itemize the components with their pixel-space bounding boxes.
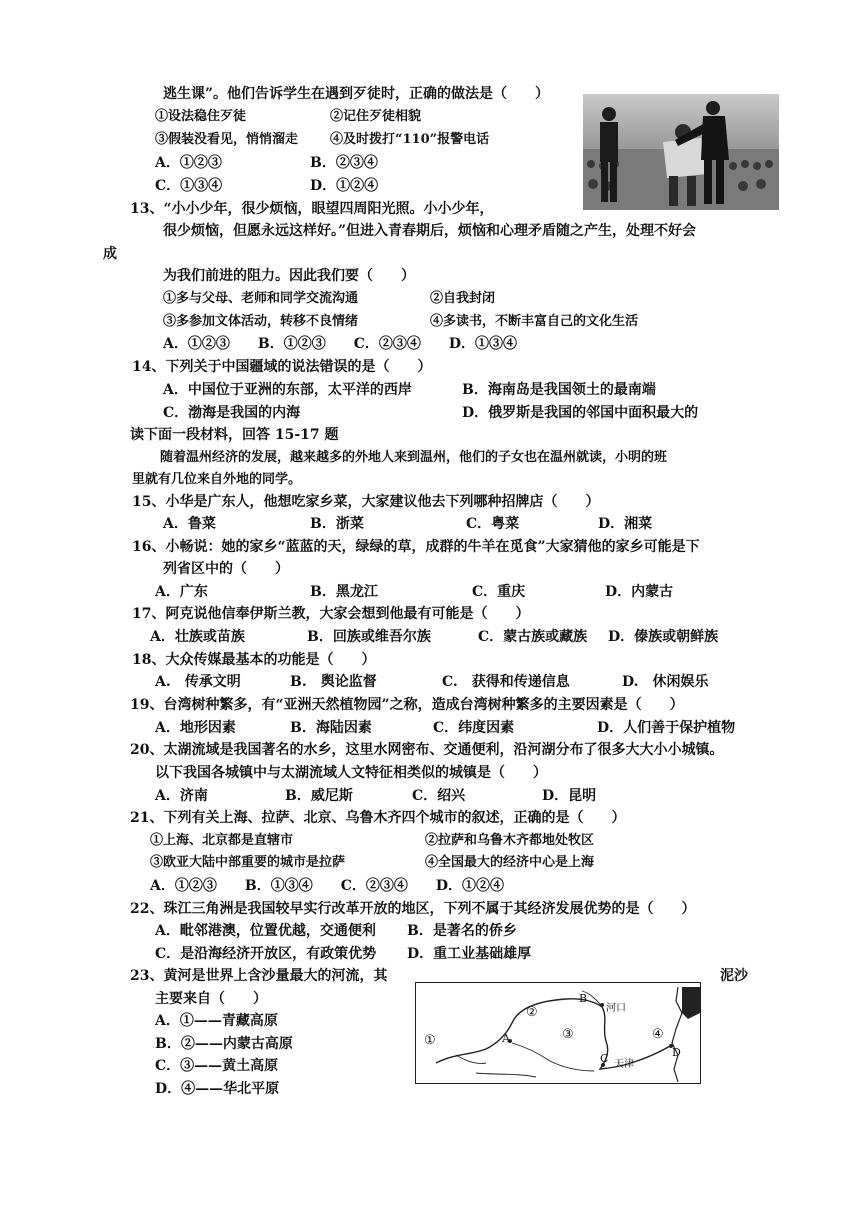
q13-choices: A．①②③ B．①②③ C．②③④ D．①③④ xyxy=(163,336,517,352)
q12-option-2: ②记住歹徒相貌 xyxy=(330,109,422,124)
q18-stem: 18、大众传媒最基本的功能是（ ） xyxy=(132,652,376,668)
q12-option-3: ③假装没看见，悄悄溜走 xyxy=(155,132,299,147)
q21-choices: A．①②③ B．①③④ C．②③④ D．①②④ xyxy=(150,878,504,894)
q19-choice-a: A．地形因素 xyxy=(155,720,236,736)
q17-choice-b: B．回族或维吾尔族 xyxy=(307,629,431,645)
q12-stem-tail: 逃生课”。他们告诉学生在遇到歹徒时，正确的做法是（ ） xyxy=(163,86,550,102)
q17-choice-c: C．蒙古族或藏族 xyxy=(478,629,588,645)
map-point-a: A xyxy=(502,1032,510,1045)
q15-choice-a: A．鲁菜 xyxy=(163,516,216,532)
q22-stem: 22、珠江三角洲是我国较早实行改革开放的地区，下列不属于其经济发展优势的是（ ） xyxy=(130,901,696,917)
q21-stem: 21、下列有关上海、拉萨、北京、乌鲁木齐四个城市的叙述，正确的是（ ） xyxy=(130,810,626,826)
map-region-3: ③ xyxy=(562,1027,574,1042)
q19-choice-d: D．人们善于保护植物 xyxy=(597,720,736,736)
q18-choice-a: A. 传承文明 xyxy=(155,674,241,690)
q18-choice-c: C. 获得和传递信息 xyxy=(442,674,570,690)
q18-choice-b: B. 舆论监督 xyxy=(290,674,377,690)
q20-choice-b: B．威尼斯 xyxy=(285,788,353,804)
q20-stem-line-1: 20、太湖流域是我国著名的水乡，这里水网密布、交通便利，沿河湖分布了很多大大小小城镇。 xyxy=(130,742,724,758)
q13-option-2: ②自我封闭 xyxy=(430,291,496,306)
q17-stem: 17、阿克说他信奉伊斯兰教，大家会想到他最有可能是（ ） xyxy=(132,606,530,622)
q20-choice-d: D．昆明 xyxy=(542,788,597,804)
passage-text-1: 随着温州经济的发展，越来越多的外地人来到温州，他们的子女也在温州就读，小明的班 xyxy=(160,450,668,465)
q14-stem: 14、下列关于中国疆域的说法错误的是（ ） xyxy=(132,359,432,375)
q16-stem-line-1: 16、小畅说：她的家乡“蓝蓝的天，绿绿的草，成群的牛羊在觅食”大家猜他的家乡可能是下 xyxy=(132,539,700,555)
q13-stem-line-2: 很少烦恼，但愿永远这样好。”但进入青春期后，烦恼和心理矛盾随之产生，处理不好会 xyxy=(163,223,697,239)
passage-text-2: 里就有几位来自外地的同学。 xyxy=(132,472,302,487)
passage-intro: 读下面一段材料，回答 15-17 题 xyxy=(130,427,339,443)
q13-option-3: ③多参加文体活动，转移不良情绪 xyxy=(163,314,359,329)
q23-stem-line-2: 主要来自（ ） xyxy=(155,991,267,1007)
q16-choice-b: B．黑龙江 xyxy=(310,584,378,600)
q23-choice-b: B．②——内蒙古高原 xyxy=(155,1036,293,1052)
map-region-4: ④ xyxy=(652,1027,664,1042)
q19-stem: 19、台湾树种繁多，有“亚洲天然植物园”之称，造成台湾树种繁多的主要因素是（ ） xyxy=(130,697,684,713)
q13-option-1: ①多与父母、老师和同学交流沟通 xyxy=(163,291,359,306)
map-region-2: ② xyxy=(526,1005,538,1020)
q15-choice-b: B．浙菜 xyxy=(310,516,364,532)
q20-choice-a: A．济南 xyxy=(155,788,208,804)
q12-choice-d: D．①②④ xyxy=(310,178,379,194)
q20-choice-c: C．绍兴 xyxy=(412,788,466,804)
map-label-tianjin: 天津 xyxy=(614,1059,634,1070)
q12-option-1: ①设法稳住歹徒 xyxy=(155,109,247,124)
q12-choice-c: C．①③④ xyxy=(155,178,223,194)
q23-stem-line-1: 23、黄河是世界上含沙量最大的河流，其 xyxy=(130,968,388,984)
q22-choice-d: D．重工业基础雄厚 xyxy=(407,946,532,962)
q16-stem-line-2: 列省区中的（ ） xyxy=(163,561,289,577)
q14-choice-a: A．中国位于亚洲的东部，太平洋的西岸 xyxy=(163,382,412,398)
q19-choice-b: B．海陆因素 xyxy=(290,720,372,736)
q14-choice-d: D．俄罗斯是我国的邻国中面积最大的 xyxy=(462,405,699,421)
q14-choice-c: C．渤海是我国的内海 xyxy=(163,405,301,421)
q20-stem-line-2: 以下我国各城镇中与太湖流域人文特征相类似的城镇是（ ） xyxy=(155,765,547,781)
map-label-hekou: 河口 xyxy=(606,1003,626,1014)
map-region-1: ① xyxy=(424,1033,436,1048)
q15-choice-c: C．粤菜 xyxy=(466,516,520,532)
q23-choice-a: A．①——青藏高原 xyxy=(155,1013,278,1029)
q23-stem-right: 泥沙 xyxy=(720,968,748,984)
q21-option-2: ②拉萨和乌鲁木齐都地处牧区 xyxy=(425,833,595,848)
q17-choice-d: D．傣族或朝鲜族 xyxy=(608,629,719,645)
q18-choice-d: D. 休闲娱乐 xyxy=(622,674,709,690)
q13-stem-line-3: 成 xyxy=(103,246,117,262)
q21-option-3: ③欧亚大陆中部重要的城市是拉萨 xyxy=(150,855,346,870)
q23-choice-d: D．④——华北平原 xyxy=(155,1081,280,1097)
map-point-d: D xyxy=(672,1046,681,1059)
q16-choice-a: A．广东 xyxy=(155,584,208,600)
q22-choice-c: C．是沿海经济开放区，有政策优势 xyxy=(155,946,377,962)
q23-choice-c: C．③——黄土高原 xyxy=(155,1058,279,1074)
q12-choice-b: B．②③④ xyxy=(310,155,378,171)
map-point-b: B xyxy=(579,992,588,1005)
q13-option-4: ④多读书，不断丰富自己的文化生活 xyxy=(430,314,639,329)
q21-option-1: ①上海、北京都是直辖市 xyxy=(150,833,294,848)
q22-choice-a: A．毗邻港澳，位置优越，交通便利 xyxy=(155,923,376,939)
q15-stem: 15、小华是广东人，他想吃家乡菜，大家建议他去下列哪种招牌店（ ） xyxy=(132,494,600,510)
q13-stem-line-4: 为我们前进的阻力。因此我们要（ ） xyxy=(163,268,415,284)
q22-choice-b: B．是著名的侨乡 xyxy=(407,923,517,939)
q15-choice-d: D．湘菜 xyxy=(598,516,653,532)
q14-choice-b: B．海南岛是我国领土的最南端 xyxy=(462,382,656,398)
q19-choice-c: C．纬度因素 xyxy=(433,720,515,736)
police-demo-photo xyxy=(583,94,779,210)
q12-choice-a: A．①②③ xyxy=(155,155,222,171)
q17-choice-a: A．壮族或苗族 xyxy=(150,629,245,645)
q21-option-4: ④全国最大的经济中心是上海 xyxy=(425,855,595,870)
q12-option-4: ④及时拨打“110”报警电话 xyxy=(330,132,490,147)
q16-choice-d: D．内蒙古 xyxy=(605,584,674,600)
map-point-c: C xyxy=(600,1052,609,1065)
yellow-river-map xyxy=(415,982,701,1084)
q13-stem-line-1: 13、“小小少年，很少烦恼，眼望四周阳光照。小小少年， xyxy=(130,201,494,217)
q16-choice-c: C．重庆 xyxy=(472,584,526,600)
